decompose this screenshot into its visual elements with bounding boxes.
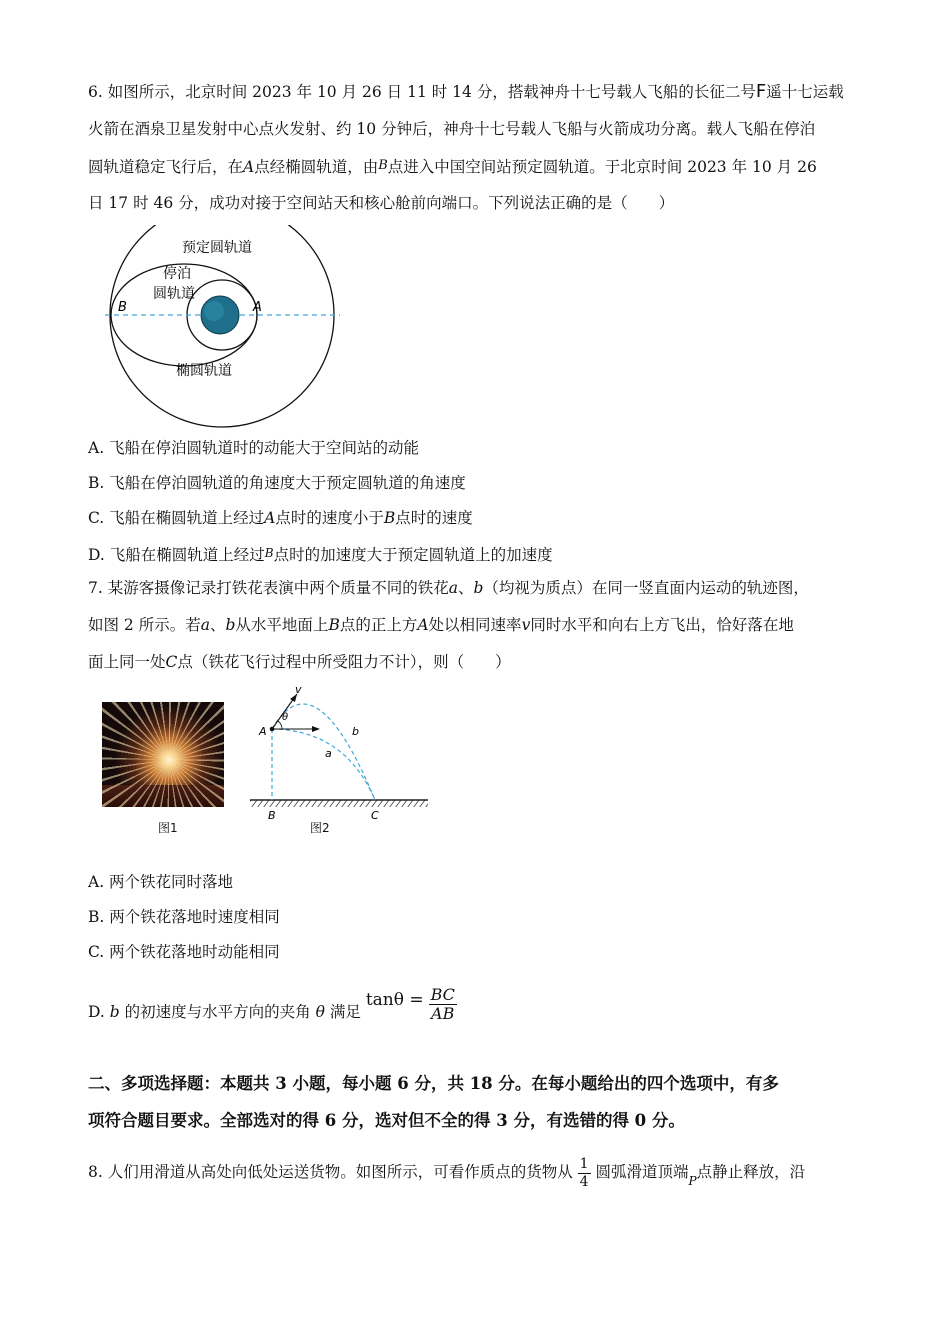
q6-line-1: 6. 如图所示，北京时间 2023 年 10 月 26 日 11 时 14 分，搭载神舟十七号载人飞船的长征二号F遥十七运载 — [88, 81, 844, 102]
ground-hatch — [250, 800, 428, 807]
label-v: v — [295, 683, 302, 696]
label-parking-1: 停泊 — [163, 266, 191, 282]
tan-expression: tanθ = — [365, 990, 424, 1010]
fig1-caption: 图1 — [158, 821, 178, 835]
fig2-caption: 图2 — [310, 821, 330, 835]
label-theta: θ — [282, 712, 289, 723]
label-planned-orbit: 预定圆轨道 — [182, 240, 252, 256]
q6-option-b: B. 飞船在停泊圆轨道的角速度大于预定圆轨道的角速度 — [88, 474, 466, 492]
orbit-diagram — [100, 225, 350, 430]
q7-option-c: C. 两个铁花落地时动能相同 — [88, 943, 280, 961]
q6-line-4: 日 17 时 46 分，成功对接于空间站天和核心舱前向端口。下列说法正确的是（ ） — [88, 194, 675, 212]
section2-line-2: 项符合题目要求。全部选对的得 6 分，选对但不全的得 3 分，有选错的得 0 分。 — [88, 1111, 685, 1130]
bc-over-ab: $\frac{BC}{AB}$ — [430, 984, 455, 1023]
trajectory-diagram — [245, 680, 435, 830]
velocity-arrowhead-horizontal — [312, 726, 320, 732]
rocket-suffix: F — [755, 81, 767, 102]
q7-option-b: B. 两个铁花落地时速度相同 — [88, 908, 280, 926]
label-B: B — [268, 809, 276, 822]
quarter-fraction: $\frac{1}{4}$ — [579, 1156, 589, 1190]
iron-flower-photo — [102, 702, 224, 807]
q7-line-1: 7. 某游客摄像记录打铁花表演中两个质量不同的铁花a、b（均视为质点）在同一竖直面内运动的轨迹图， — [88, 579, 809, 597]
q6-line-2: 火箭在酒泉卫星发射中心点火发射、约 10 分钟后，神舟十七号载人飞船与火箭成功分离。载人飞船在停泊 — [88, 120, 816, 138]
label-point-a: A — [253, 300, 262, 315]
q6-option-d: D. 飞船在椭圆轨道上经过B点时的加速度大于预定圆轨道上的加速度 — [88, 546, 553, 564]
q7-option-a: A. 两个铁花同时落地 — [88, 873, 234, 891]
section2-line-1: 二、多项选择题：本题共 3 小题，每小题 6 分，共 18 分。在每小题给出的四个选项中，有多 — [88, 1074, 779, 1093]
q8-line-1: 8. 人们用滑道从高处向低处运送货物。如图所示，可看作质点的货物从 $\frac{1}{4}$ 圆弧滑道顶端$_P$点静止释放，沿 — [88, 1156, 806, 1190]
label-point-b: B — [118, 300, 127, 315]
q6-option-a: A. 飞船在停泊圆轨道时的动能大于空间站的动能 — [88, 439, 420, 457]
q6-line-3: 圆轨道稳定飞行后，在A点经椭圆轨道，由B点进入中国空间站预定圆轨道。于北京时间 2023 年 10 月 26 — [88, 158, 817, 176]
q7-option-d: D. b 的初速度与水平方向的夹角 θ 满足 tanθ = $\frac{BC}{AB}$ — [88, 984, 455, 1023]
earth-shade — [204, 301, 224, 321]
label-ellipse-orbit: 椭圆轨道 — [176, 363, 232, 379]
label-parking-2: 圆轨道 — [153, 286, 195, 302]
photo-floor — [102, 785, 224, 807]
label-C: C — [371, 809, 379, 822]
label-b: b — [352, 725, 359, 738]
q6-option-c: C. 飞船在椭圆轨道上经过A点时的速度小于B点时的速度 — [88, 509, 473, 527]
q7-line-3: 面上同一处C点（铁花飞行过程中所受阻力不计），则（ ） — [88, 653, 511, 671]
q7-line-2: 如图 2 所示。若a、b从水平地面上B点的正上方A处以相同速率v同时水平和向右上方飞出，恰好落在地 — [88, 616, 794, 634]
label-A: A — [259, 725, 267, 738]
label-a: a — [325, 747, 332, 760]
point-a-dot — [270, 727, 275, 732]
